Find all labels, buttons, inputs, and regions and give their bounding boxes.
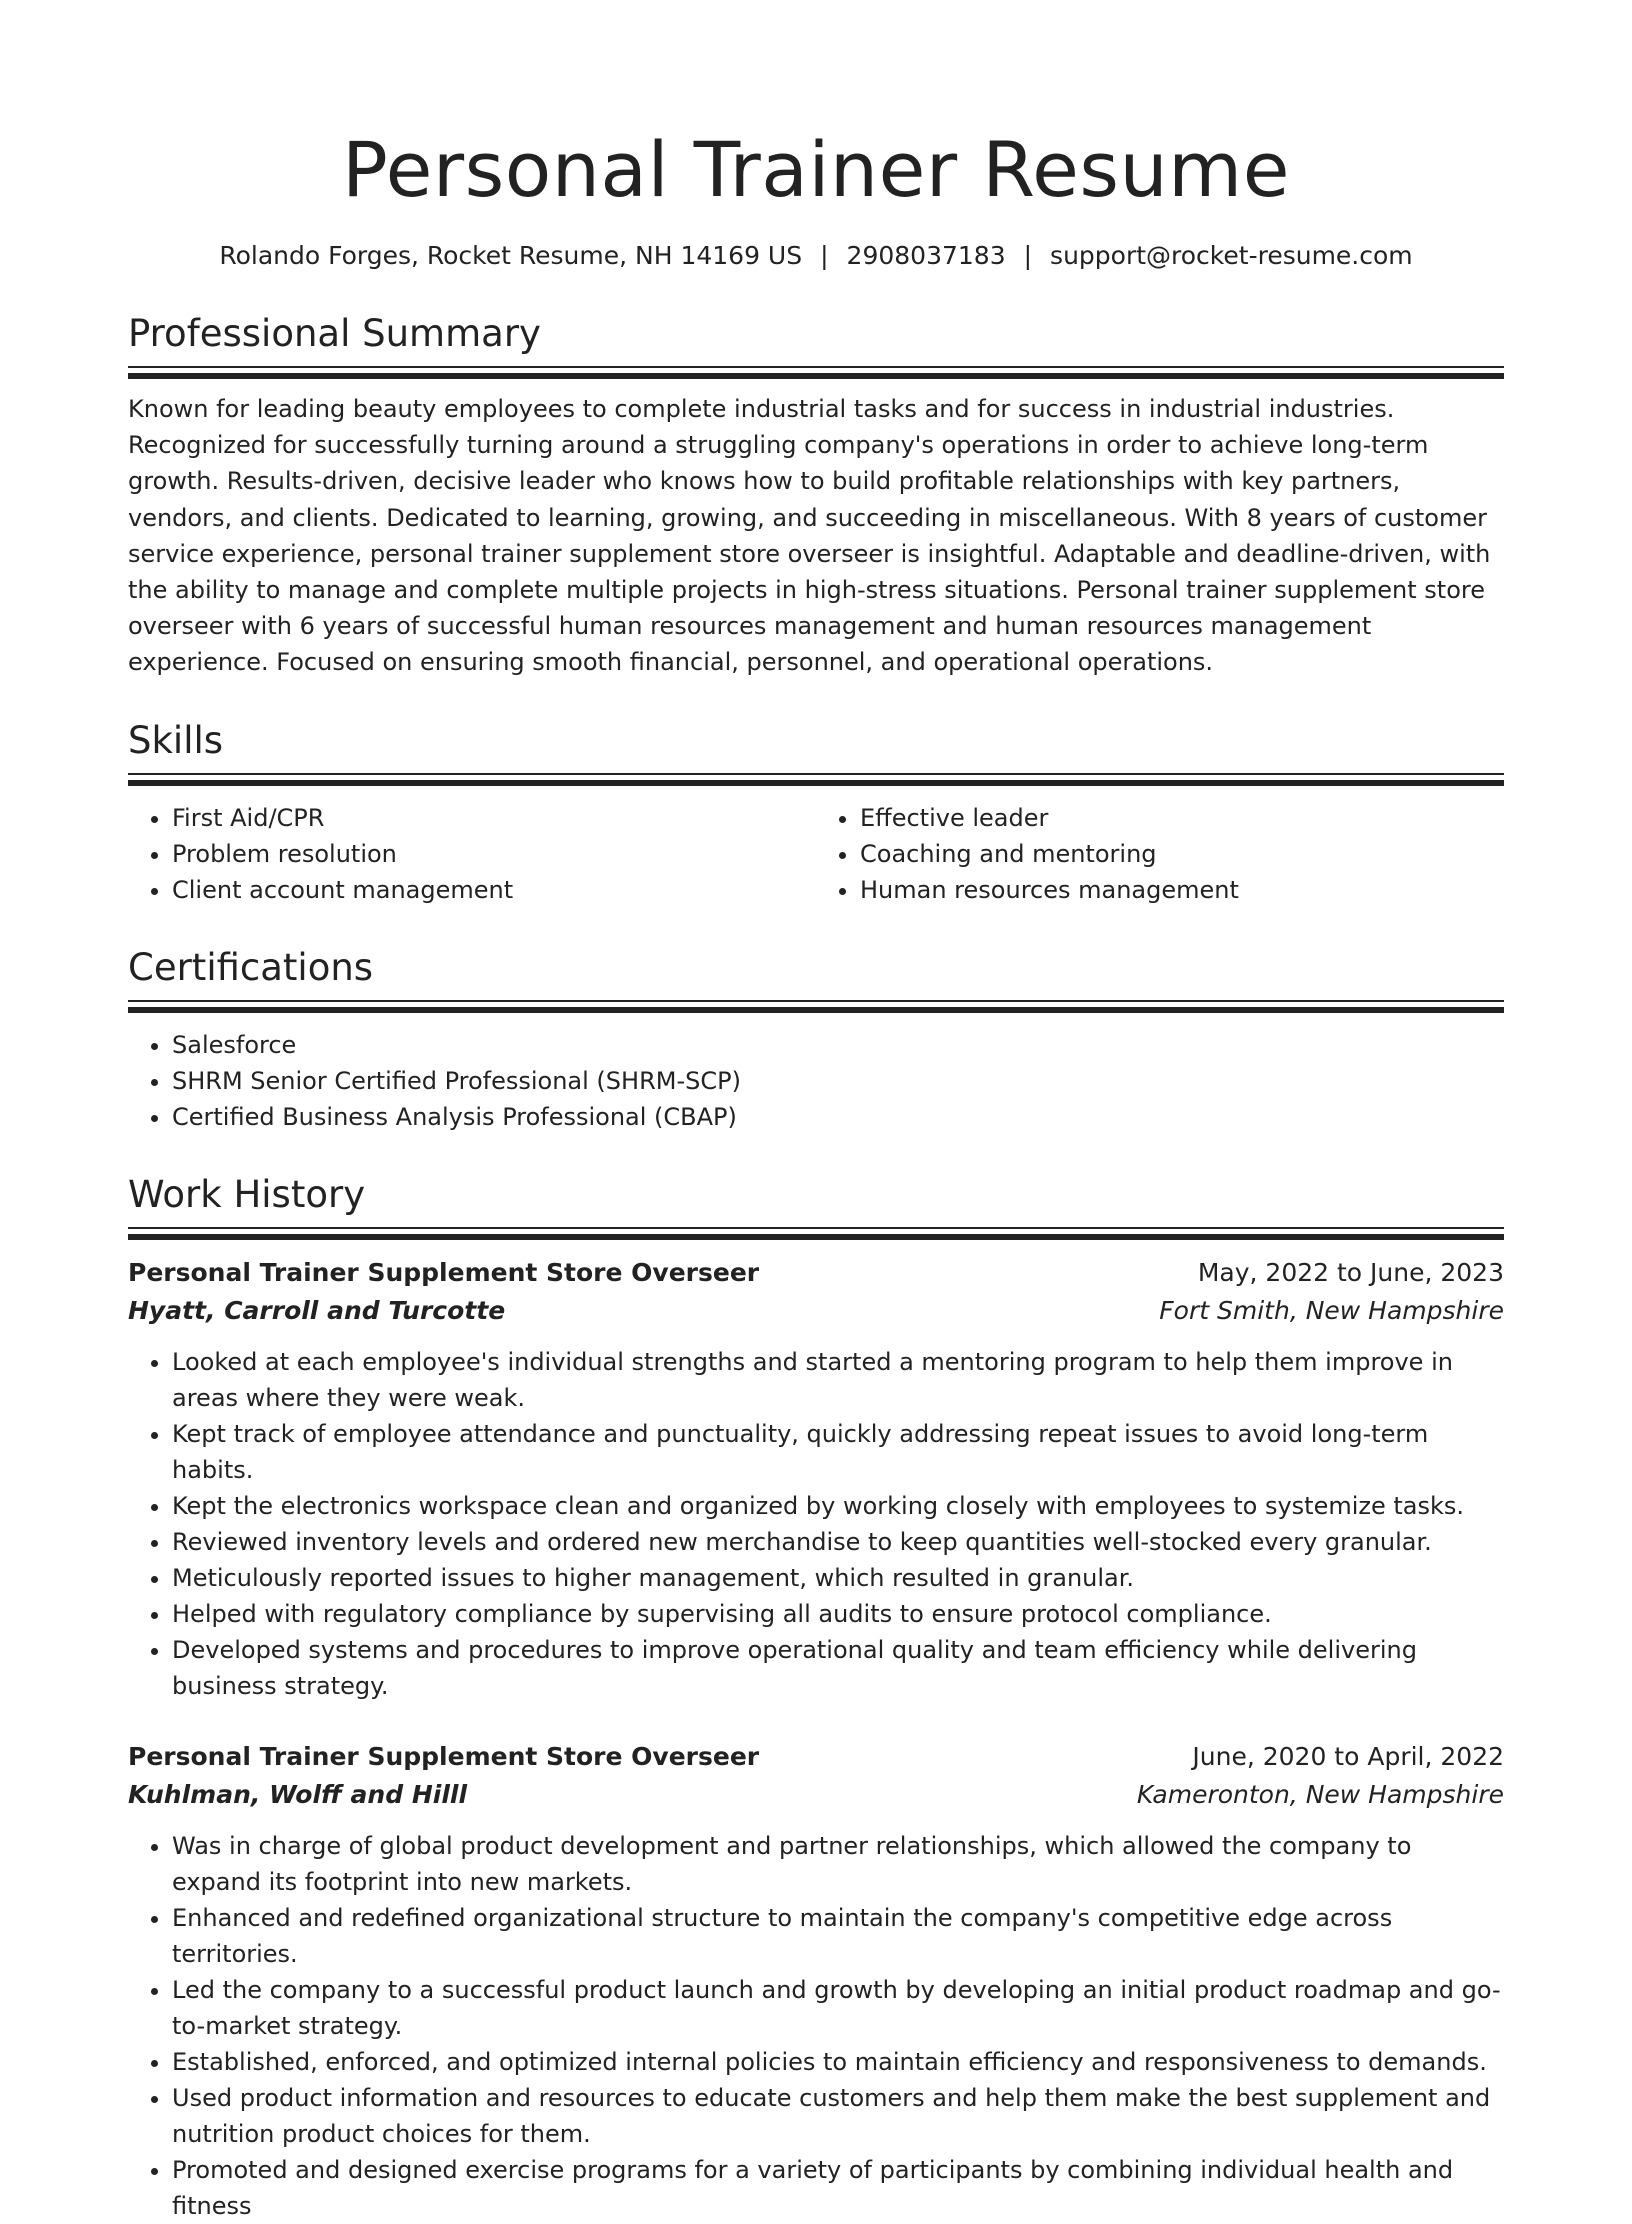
section-heading-certifications: Certifications xyxy=(128,945,374,989)
job-entry xyxy=(128,1254,1504,1704)
job-header xyxy=(128,1738,1504,1776)
job-title: Personal Trainer Supplement Store Overseer xyxy=(128,1257,760,1287)
job-subheader xyxy=(128,1776,1504,1814)
job-bullet: • Reviewed inventory levels and ordered new merchandise to keep quantities well-stocked every granular. xyxy=(172,1524,1504,1560)
job-bullet: • Kept the electronics workspace clean and organized by working closely with employees to systemize tasks. xyxy=(172,1488,1504,1524)
skill-item: • Effective leader xyxy=(860,800,1504,836)
contact-separator: | xyxy=(820,241,829,270)
skills-section xyxy=(128,717,1504,908)
work-history-section xyxy=(128,1171,1504,2224)
section-rule-thick xyxy=(128,373,1504,379)
skills-list-right xyxy=(816,800,1504,908)
job-header xyxy=(128,1254,1504,1292)
job-bullets xyxy=(128,1344,1504,1704)
job-dates: May, 2022 to June, 2023 xyxy=(1197,1257,1504,1287)
job-bullet: • Kept track of employee attendance and punctuality, quickly addressing repeat issues to avoid long-term habits. xyxy=(172,1416,1504,1488)
section-rule-thin xyxy=(128,773,1504,775)
skill-item: • Coaching and mentoring xyxy=(860,836,1504,872)
certification-item: • Certified Business Analysis Professional (CBAP) xyxy=(172,1099,1504,1135)
job-bullets xyxy=(128,1828,1504,2224)
job-subheader xyxy=(128,1292,1504,1330)
section-rule-thin xyxy=(128,1227,1504,1229)
job-company: Hyatt, Carroll and Turcotte xyxy=(128,1295,506,1325)
skills-grid xyxy=(128,786,1504,908)
job-title: Personal Trainer Supplement Store Overseer xyxy=(128,1741,760,1771)
section-rule-thin xyxy=(128,1000,1504,1002)
contact-address: Rolando Forges, Rocket Resume, NH 14169 US xyxy=(219,241,803,270)
job-bullet: • Led the company to a successful product launch and growth by developing an initial product roadmap and go-to-market strategy. xyxy=(172,1972,1504,2044)
contact-line xyxy=(128,238,1504,274)
job-bullet: • Helped with regulatory compliance by supervising all audits to ensure protocol compliance. xyxy=(172,1596,1504,1632)
job-bullet: • Enhanced and redefined organizational structure to maintain the company's competitive edge across territories. xyxy=(172,1900,1504,1972)
skill-item: • Human resources management xyxy=(860,872,1504,908)
summary-section xyxy=(128,310,1504,681)
skill-item: • First Aid/CPR xyxy=(172,800,816,836)
job-location: Fort Smith, New Hampshire xyxy=(1159,1295,1504,1325)
contact-email: support@rocket-resume.com xyxy=(1050,241,1413,270)
certification-item: • SHRM Senior Certified Professional (SHRM-SCP) xyxy=(172,1063,1504,1099)
skill-item: • Client account management xyxy=(172,872,816,908)
job-entry xyxy=(128,1738,1504,2224)
job-company: Kuhlman, Wolff and Hilll xyxy=(128,1779,468,1809)
job-bullet: • Promoted and designed exercise programs for a variety of participants by combining individual health and fitness xyxy=(172,2152,1504,2224)
section-rule-thick xyxy=(128,1234,1504,1240)
section-heading-summary: Professional Summary xyxy=(128,312,541,355)
job-bullet: • Established, enforced, and optimized internal policies to maintain efficiency and responsiveness to demands. xyxy=(172,2044,1504,2080)
certifications-section xyxy=(128,944,1504,1135)
section-heading-skills: Skills xyxy=(128,718,224,762)
summary-text: Known for leading beauty employees to complete industrial tasks and for success in industrial industries. Recognized for successfully turning around a struggling company's operations in order to achieve long-term growth. Results-driven, decisive leader who knows how to build profitable relationships with key partners, vendors, and clients. Dedicated to learning, growing, and succeeding in miscellaneous. With 8 years of customer service experience, personal trainer supplement store overseer is insightful. Adaptable and deadline-driven, with the ability to manage and complete multiple projects in high-stress situations. Personal trainer supplement store overseer with 6 years of successful human resources management and human resources management experience. Focused on ensuring smooth financial, personnel, and operational operations. xyxy=(128,395,1491,677)
contact-separator: | xyxy=(1023,241,1033,270)
skill-item: • Problem resolution xyxy=(172,836,816,872)
section-rule-thin xyxy=(128,366,1504,368)
job-bullet: • Developed systems and procedures to improve operational quality and team efficiency while delivering business strategy. xyxy=(172,1632,1504,1704)
job-bullet: • Was in charge of global product development and partner relationships, which allowed the company to expand its footprint into new markets. xyxy=(172,1828,1504,1900)
certification-item: • Salesforce xyxy=(172,1027,1504,1063)
section-heading-work-history: Work History xyxy=(128,1172,366,1216)
job-bullet: • Used product information and resources to educate customers and help them make the best supplement and nutrition product choices for them. xyxy=(172,2080,1504,2152)
page-title: Personal Trainer Resume xyxy=(342,125,1290,214)
section-rule-thick xyxy=(128,1007,1504,1013)
skills-list-left xyxy=(128,800,816,908)
job-bullet: • Meticulously reported issues to higher management, which resulted in granular. xyxy=(172,1560,1504,1596)
job-bullet: • Looked at each employee's individual strengths and started a mentoring program to help them improve in areas where they were weak. xyxy=(172,1344,1504,1416)
certifications-list xyxy=(128,1027,1504,1135)
job-location: Kameronton, New Hampshire xyxy=(1136,1779,1504,1809)
contact-phone: 2908037183 xyxy=(846,241,1006,270)
job-dates: June, 2020 to April, 2022 xyxy=(1192,1741,1504,1771)
